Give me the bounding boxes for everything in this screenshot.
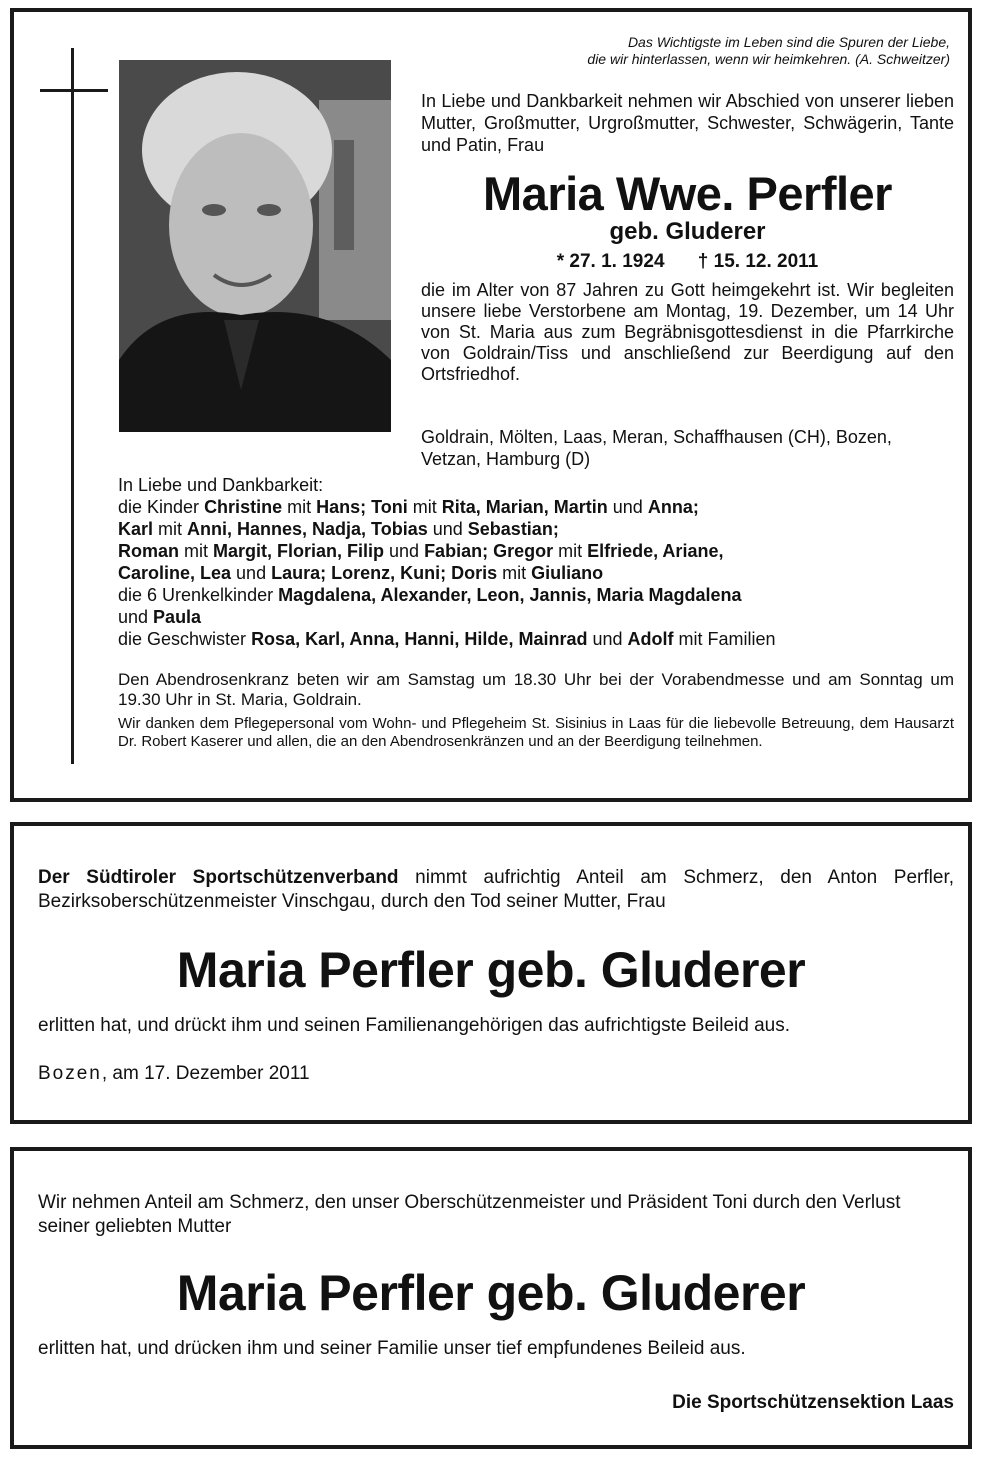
signature: Die Sportschützensektion Laas	[672, 1392, 954, 1413]
life-dates	[421, 250, 954, 274]
rosary-text: Den Abendrosenkranz beten wir am Samstag um 18.30 Uhr bei der Vorabendmesse und am Sonntag um 19.30 Uhr in St. Maria, Goldrain.	[118, 670, 954, 709]
birth-name: geb. Gluderer	[609, 218, 766, 245]
quote-line: Das Wichtigste im Leben sind die Spuren der Liebe,	[627, 34, 950, 50]
death-date: † 15. 12. 2011	[697, 251, 819, 272]
quote	[430, 34, 950, 68]
thanks-text: Wir danken dem Pflegepersonal vom Wohn- und Pflegeheim St. Sisinius in Laas für die liebevolle Betreuung, dem Hausarzt Dr. Robert Kaserer und allen, die an den Abendrosenkränzen und an der Beerdigung teilnehmen.	[118, 715, 954, 750]
portrait-photo	[119, 60, 391, 432]
condolence-text: erlitten hat, und drücken ihm und seiner Familie unser tief empfundenes Beileid aus.	[38, 1338, 746, 1359]
condolence-federation	[10, 822, 972, 1124]
deceased-name: Maria Perfler geb. Gluderer	[176, 942, 806, 998]
cross-icon	[71, 48, 74, 764]
great-grandchildren-line: die 6 Urenkelkinder Magdalena, Alexander, Leon, Jannis, Maria Magdalena und Paula	[118, 585, 742, 627]
siblings-line: die Geschwister Rosa, Karl, Anna, Hanni, Hilde, Mainrad und Adolf mit Familien	[118, 629, 776, 649]
mourners-intro: In Liebe und Dankbarkeit:	[118, 475, 324, 495]
condolence-section	[10, 1147, 972, 1449]
cross-icon-bar	[40, 89, 108, 92]
birth-date: * 27. 1. 1924	[556, 251, 665, 272]
deceased-name: Maria Wwe. Perfler	[483, 167, 892, 220]
funeral-text: die im Alter von 87 Jahren zu Gott heimgekehrt ist. Wir begleiten unsere liebe Verstorbene am Montag, 19. Dezember, um 14 Uhr von St. Maria aus zum Begräbnisgottesdienst in die Pfarrkirche von Goldrain/Tiss und anschließend zur Beerdigung auf den Ortsfriedhof.	[421, 280, 954, 384]
family-places: Goldrain, Mölten, Laas, Meran, Schaffhausen (CH), Bozen, Vetzan, Hamburg (D)	[421, 427, 892, 469]
condolence-intro: Der Südtiroler Sportschützenverband nimmt aufrichtig Anteil am Schmerz, den Anton Perfler, Bezirksoberschützenmeister Vinschgau, durch den Tod seiner Mutter, Frau	[38, 867, 955, 912]
condolence-intro: Wir nehmen Anteil am Schmerz, den unser Oberschützenmeister und Präsident Toni durch den Verlust seiner geliebten Mutter	[38, 1192, 901, 1237]
mourners-list	[118, 474, 958, 650]
obituary-main	[10, 8, 972, 802]
quote-line: die wir hinterlassen, wenn wir heimkehren. (A. Schweitzer)	[587, 51, 950, 67]
children-line: die Kinder Christine mit Hans; Toni mit Rita, Marian, Martin und Anna; Karl mit Anni, Hannes, Nadja, Tobias und Sebastian; Roman mit Margit, Florian, Filip und Fabian; Gregor mit Elfriede, Ariane, Caroline, Lea und Laura; Lorenz, Kuni; Doris mit Giuliano	[118, 497, 724, 583]
place-date: Bozen, am 17. Dezember 2011	[38, 1063, 310, 1084]
condolence-text: erlitten hat, und drückt ihm und seinen Familienangehörigen das aufrichtigste Beileid aus.	[38, 1015, 791, 1036]
org-name: Der Südtiroler Sportschützenverband	[38, 867, 399, 888]
intro-text: In Liebe und Dankbarkeit nehmen wir Abschied von unserer lieben Mutter, Großmutter, Urgroßmutter, Schwester, Schwägerin, Tante und Patin, Frau	[421, 91, 954, 155]
deceased-name: Maria Perfler geb. Gluderer	[176, 1265, 806, 1321]
